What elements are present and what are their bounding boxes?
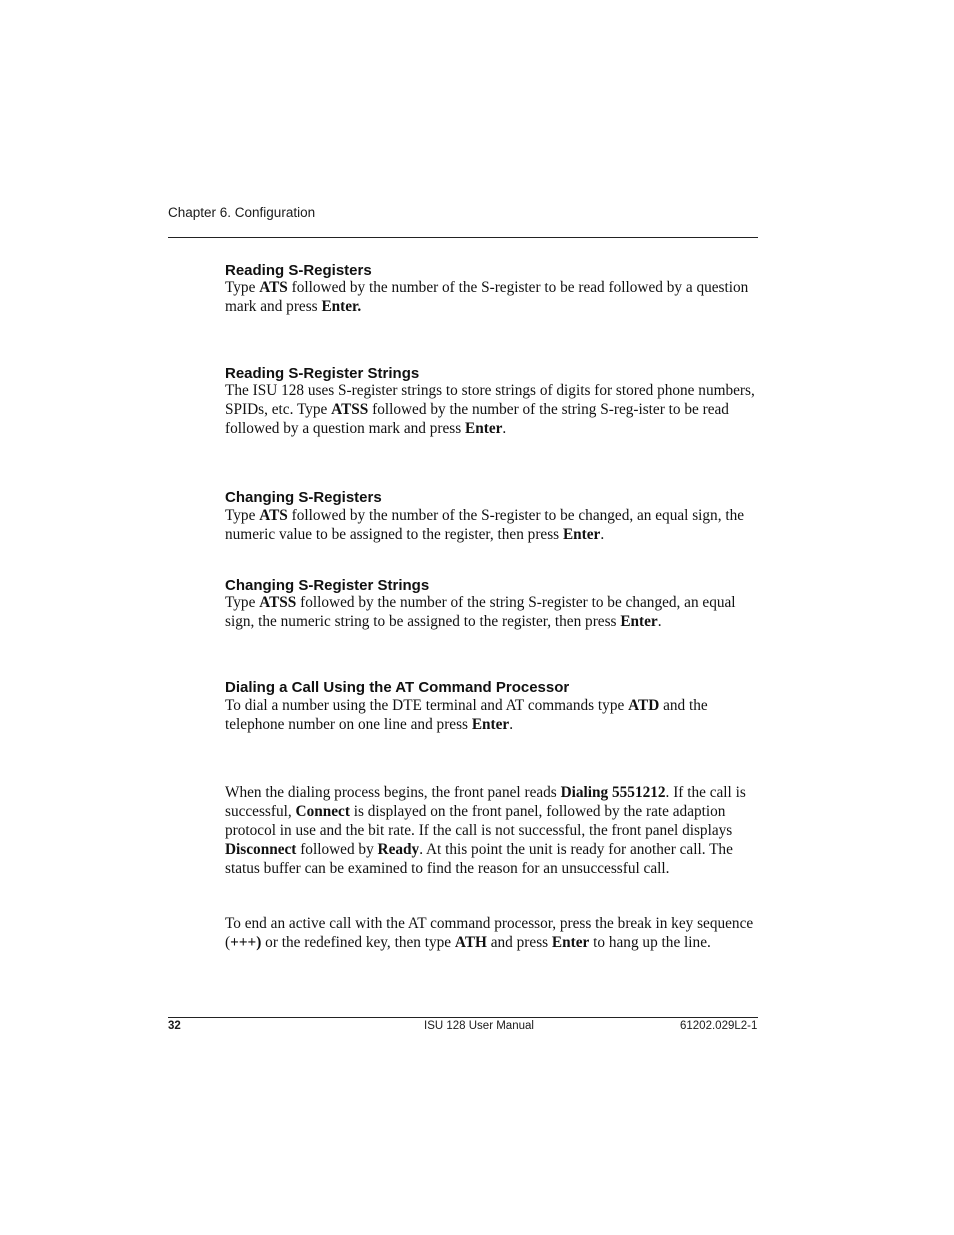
para-changing-sregisters: Type ATS followed by the number of the S-register to be changed, an equal sign, the numeric value to be assigned to the register, then press Enter. [225,507,745,543]
command-atd: ATD [628,697,660,714]
para-dialing-process: When the dialing process begins, the front panel reads Dialing 5551212. If the call is successful, Connect is displayed on the front panel, followed by the rate adaption protocol in use and the bit rate. If the call is not successful, the front panel displays Disconnect followed by Ready. At this point the unit is ready for another call. The status buffer can be examined to find the reason for an unsuccessful call. [225,784,746,877]
document-number: 61202.029L2-1 [680,1020,758,1032]
display-disconnect: Disconnect [225,841,297,858]
header-rule [168,237,758,238]
para-reading-sregisters: Type ATS followed by the number of the S-register to be read followed by a question mark and press Enter. [225,279,749,315]
escape-sequence: +++) [230,934,262,951]
key-enter: Enter [620,613,658,630]
command-ats: ATS [259,507,288,524]
para-reading-sregister-strings: The ISU 128 uses S-register strings to store strings of digits for stored phone numbers, SPIDs, etc. Type ATSS followed by the number of the string S-reg-ister to be read followed by a question mark and press Enter. [225,382,755,437]
command-atss: ATSS [259,594,297,611]
para-end-call: To end an active call with the AT command processor, press the break in key sequence (+++) or the redefined key, then type ATH and press Enter to hang up the line. [225,915,754,951]
display-connect: Connect [295,803,350,820]
page-number: 32 [168,1020,181,1032]
heading-reading-sregister-strings: Reading S-Register Strings [225,365,420,382]
key-enter: Enter [562,526,601,543]
command-ath: ATH [454,934,487,951]
heading-dialing-call: Dialing a Call Using the AT Command Processor [225,679,570,696]
command-ats: ATS [259,279,288,296]
manual-title: ISU 128 User Manual [424,1020,534,1032]
footer-rule [168,1017,758,1018]
key-enter: Enter [465,420,503,437]
heading-reading-sregisters: Reading S-Registers [225,262,372,279]
display-ready: Ready [377,841,420,858]
para-dialing-call: To dial a number using the DTE terminal and AT commands type ATD and the telephone number on one line and press Enter. [225,697,708,733]
para-changing-sregister-strings: Type ATSS followed by the number of the string S-register to be changed, an equal sign, the numeric string to be assigned to the register, then press Enter. [225,594,736,630]
key-enter: Enter. [321,298,362,315]
heading-changing-sregisters: Changing S-Registers [225,489,382,506]
key-enter: Enter [471,716,510,733]
heading-changing-sregister-strings: Changing S-Register Strings [225,577,430,594]
command-atss: ATSS [331,401,369,418]
key-enter: Enter [551,934,590,951]
chapter-header: Chapter 6. Configuration [168,205,316,220]
display-dialing: Dialing 5551212 [560,784,666,801]
